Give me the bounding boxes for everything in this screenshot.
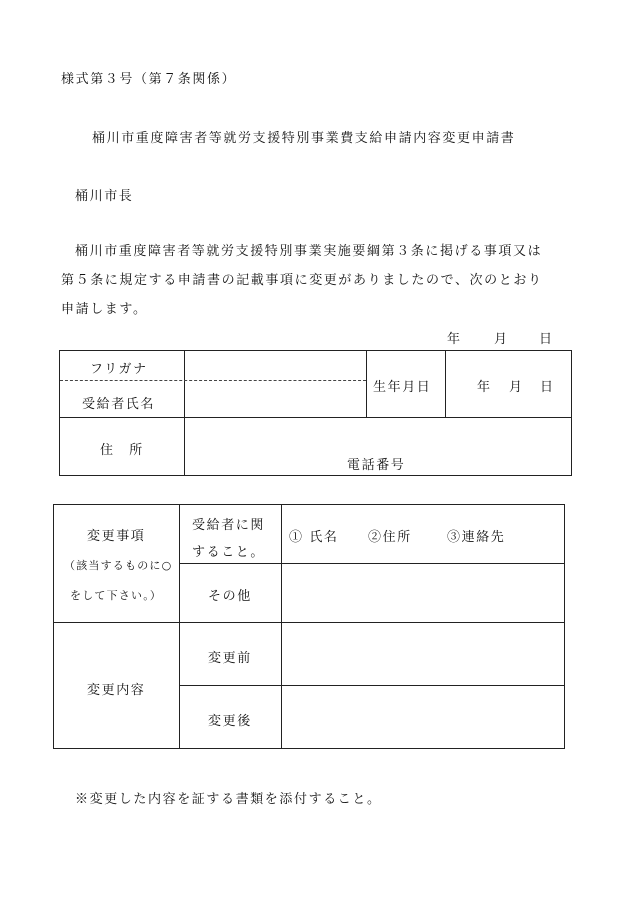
body-text-line-3: 申請します。: [61, 302, 148, 317]
date-month: 月: [494, 332, 509, 347]
form-title: 桶川市重度障害者等就労支援特別事業費支給申請内容変更申請書: [92, 131, 516, 146]
addressee: 桶川市長: [75, 189, 134, 204]
recipient-name-label: 受給者氏名: [82, 397, 156, 412]
before-change-label: 変更前: [208, 651, 252, 666]
birthdate-year[interactable]: 年: [477, 380, 492, 395]
before-change-field[interactable]: [287, 627, 557, 681]
birthdate-month[interactable]: 月: [509, 380, 524, 395]
option-name[interactable]: ① 氏名: [289, 530, 339, 545]
form-number: 様式第３号（第７条関係）: [61, 72, 237, 87]
recipient-related-label-1: 受給者に関: [192, 518, 266, 533]
option-address[interactable]: ②住所: [368, 530, 412, 545]
change-items-note-2: をして下さい。）: [70, 589, 163, 602]
birthdate-day[interactable]: 日: [540, 380, 555, 395]
other-label: その他: [208, 589, 252, 604]
furigana-label: フリガナ: [90, 362, 148, 377]
change-content-label: 変更内容: [87, 683, 146, 698]
phone-label: 電話番号: [347, 458, 406, 473]
after-change-field[interactable]: [287, 690, 557, 744]
other-field[interactable]: [287, 568, 557, 618]
address-label: 住 所: [100, 443, 144, 458]
birthdate-label: 生年月日: [373, 380, 432, 395]
change-items-note-1: （該当するものに○: [64, 559, 173, 572]
change-items-label: 変更事項: [87, 529, 146, 544]
recipient-related-label-2: すること。: [192, 545, 266, 560]
body-text-line-2: 第５条に規定する申請書の記載事項に変更がありましたので、次のとおり: [61, 273, 543, 288]
attachment-note: ※変更した内容を証する書類を添付すること。: [75, 792, 382, 807]
date-year: 年: [447, 332, 462, 347]
option-contact[interactable]: ③連絡先: [447, 530, 506, 545]
address-field[interactable]: [190, 421, 565, 447]
recipient-name-field[interactable]: [190, 384, 360, 414]
after-change-label: 変更後: [208, 714, 252, 729]
furigana-field[interactable]: [190, 353, 360, 377]
body-text-line-1: 桶川市重度障害者等就労支援特別事業実施要綱第３条に掲げる事項又は: [75, 244, 543, 259]
phone-field[interactable]: [420, 452, 565, 472]
date-day: 日: [539, 332, 554, 347]
